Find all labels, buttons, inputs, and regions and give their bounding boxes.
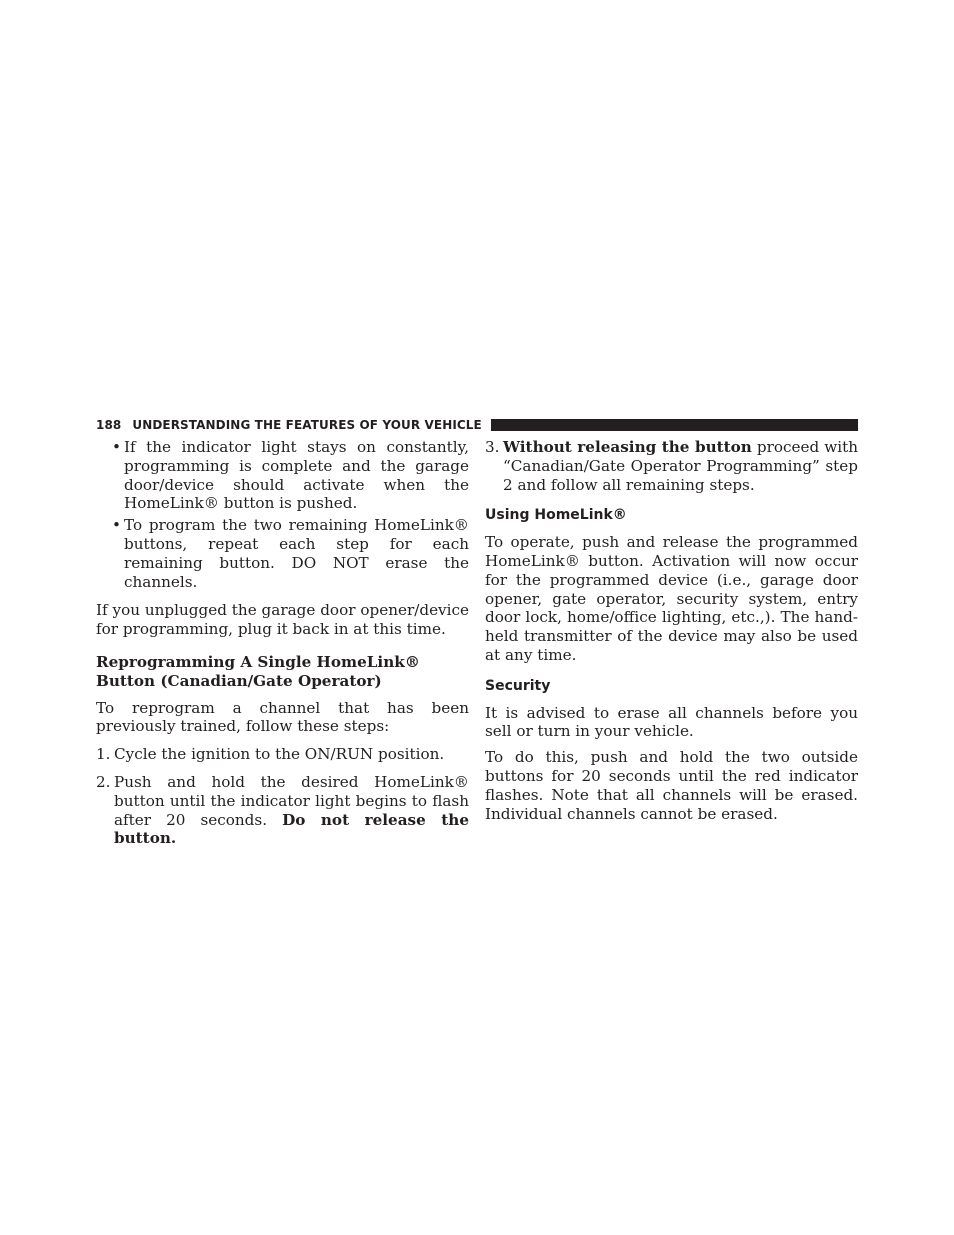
step-text-bold: Without releasing the button xyxy=(503,438,752,456)
section-title: UNDERSTANDING THE FEATURES OF YOUR VEHICLE xyxy=(132,418,482,432)
reprogram-intro: To reprogram a channel that has been previously trained, follow these steps: xyxy=(96,698,469,736)
step-text: Push and hold the desired HomeLink® button until the indicator light begins to flash after 20 seconds. xyxy=(114,772,469,829)
step-item xyxy=(96,745,469,764)
step-number: 1. xyxy=(96,745,111,764)
bullet-icon: • xyxy=(112,516,121,535)
header-rule-bar xyxy=(491,419,858,431)
bullet-icon: • xyxy=(112,438,121,456)
right-column xyxy=(485,438,858,830)
step-number: 2. xyxy=(96,772,111,791)
bullet-item xyxy=(96,438,469,513)
step-number: 3. xyxy=(485,438,500,456)
bullet-text: To program the two remaining HomeLink® buttons, repeat each step for each remaining button. DO NOT erase the channels. xyxy=(124,516,469,591)
bullet-item xyxy=(96,516,469,591)
left-column xyxy=(96,438,469,857)
step-text: Cycle the ignition to the ON/RUN position. xyxy=(114,745,445,764)
step-item xyxy=(485,438,858,494)
step-item xyxy=(96,773,469,848)
page-number: 188 xyxy=(96,418,122,432)
using-homelink-heading: Using HomeLink® xyxy=(485,507,627,524)
security-text: To do this, push and hold the two outside buttons for 20 seconds until the red indicator flashes. Note that all channels will be erased. Individual channels cannot be erased. xyxy=(485,748,858,823)
bullet-text: If the indicator light stays on constantly, programming is complete and the garage door/device should activate when the HomeLink® button is pushed. xyxy=(124,438,469,513)
step-text-bold: Do not release the button. xyxy=(114,810,469,848)
reprogram-heading: Reprogramming A Single HomeLink® Button (Canadian/Gate Operator) xyxy=(96,652,420,690)
security-text: It is advised to erase all channels before you sell or turn in your vehicle. xyxy=(485,703,858,741)
security-heading: Security xyxy=(485,677,551,694)
step-text: proceed with “Canadian/Gate Operator Programming” step 2 and follow all remaining steps. xyxy=(503,438,858,494)
unplugged-note: If you unplugged the garage door opener/device for programming, plug it back in at this time. xyxy=(96,601,469,639)
using-homelink-text: To operate, push and release the programmed HomeLink® button. Activation will now occur for the programmed device (i.e., garage door opener, gate operator, security system, entry door lock, home/office lighting, etc.,). The hand-held transmitter of the device may also be used at any time. xyxy=(485,533,858,664)
page-header xyxy=(96,417,858,433)
